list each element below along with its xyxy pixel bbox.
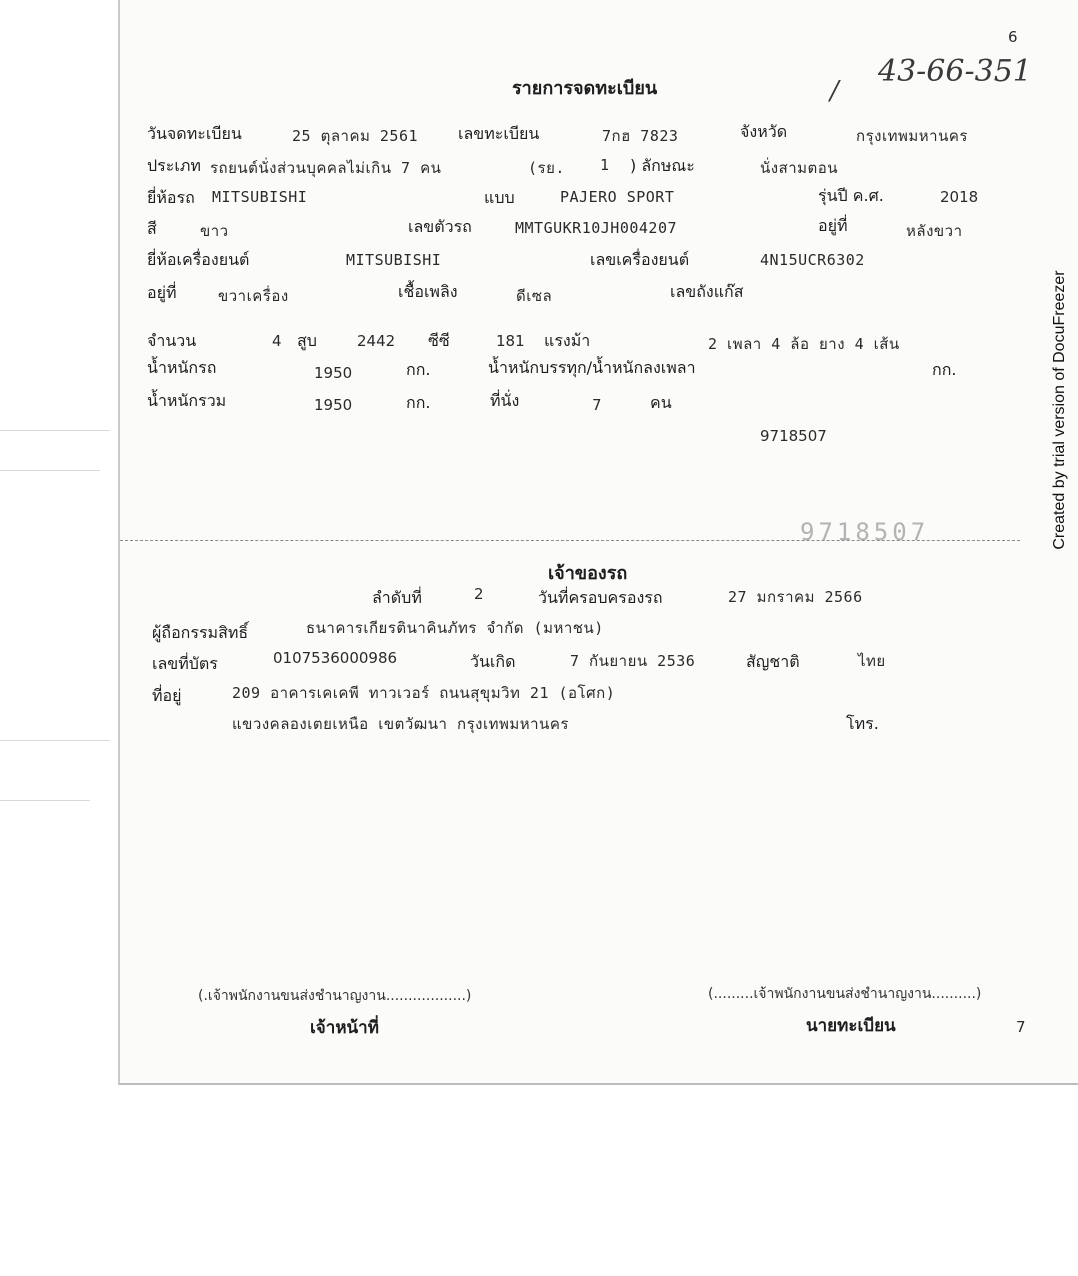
address-line-2: แขวงคลองเตยเหนือ เขตวัฒนา กรุงเทพมหานคร [232, 715, 569, 733]
id-label: เลขที่บัตร [152, 654, 218, 673]
style-value: นั่งสามตอน [760, 159, 839, 177]
province-value: กรุงเทพมหานคร [856, 127, 968, 145]
handwritten-reference: 43-66-351 [878, 54, 1032, 89]
rs-value: 1 [600, 156, 610, 174]
quantity-label: จำนวน [147, 331, 197, 350]
color-value: ขาว [200, 222, 229, 240]
seats-value: 7 [592, 396, 602, 414]
axles-wheels-value: 2 เพลา 4 ล้อ ยาง 4 เส้น [708, 335, 900, 353]
province-label: จังหวัด [740, 122, 788, 141]
fuel-label: เชื้อเพลิง [398, 282, 458, 301]
order-label: ลำดับที่ [372, 588, 422, 607]
engine-brand-value: MITSUBISHI [346, 251, 442, 269]
brand-label: ยี่ห้อรถ [147, 188, 195, 207]
page-number-bottom: 7 [1016, 1018, 1026, 1036]
gas-tank-label: เลขถังแก๊ส [670, 282, 744, 301]
nationality-label: สัญชาติ [746, 652, 800, 671]
engine-location-value: ขวาเครื่อง [218, 287, 289, 305]
book-number: 9718507 [760, 427, 827, 445]
margin-line [0, 470, 100, 471]
address-line-1: 209 อาคารเคเคพี ทาวเวอร์ ถนนสุขุมวิท 21 (อโศก) [232, 684, 616, 702]
seats-unit: คน [650, 393, 672, 412]
docufreezer-watermark: Created by trial version of DocuFreezer [1051, 270, 1068, 550]
engine-no-label: เลขเครื่องยนต์ [590, 250, 690, 269]
birth-value: 7 กันยายน 2536 [570, 652, 696, 670]
type-label: ประเภท [147, 156, 201, 175]
cc-value: 2442 [357, 332, 396, 350]
plate-label: เลขทะเบียน [458, 124, 540, 143]
hp-value: 181 [496, 332, 525, 350]
weight-value: 1950 [314, 364, 353, 382]
vin-value: MMTGUKR10JH004207 [515, 219, 678, 237]
nationality-value: ไทย [858, 652, 886, 670]
officer-signature-line: (.เจ้าพนักงานขนส่งชำนาญงาน..................) [198, 988, 472, 1004]
weight-unit: กก. [406, 360, 431, 379]
holder-value: ธนาคารเกียรตินาคินภัทร จำกัด (มหาชน) [306, 619, 604, 637]
handwritten-mark: / [830, 76, 839, 106]
id-value: 0107536000986 [273, 649, 398, 667]
color-label: สี [147, 219, 157, 238]
phone-label: โทร. [846, 714, 879, 733]
holder-label: ผู้ถือกรรมสิทธิ์ [152, 623, 249, 642]
vin-location-value: หลังขวา [906, 222, 963, 240]
possession-date-value: 27 มกราคม 2566 [728, 588, 863, 606]
model-label: แบบ [484, 188, 515, 207]
reg-date-value: 25 ตุลาคม 2561 [292, 127, 419, 145]
registrar-title: นายทะเบียน [806, 1016, 896, 1036]
officer-title: เจ้าหน้าที่ [310, 1018, 379, 1038]
weight-label: น้ำหนักรถ [147, 358, 217, 377]
fuel-value: ดีเซล [516, 287, 553, 305]
load-unit: กก. [932, 360, 957, 379]
cc-unit: ซีซี [428, 331, 450, 350]
order-value: 2 [474, 585, 484, 603]
vin-label: เลขตัวรถ [408, 217, 472, 236]
engine-location-label: อยู่ที่ [147, 283, 177, 302]
engine-brand-label: ยี่ห้อเครื่องยนต์ [147, 250, 250, 269]
possession-date-label: วันที่ครอบครองรถ [538, 588, 663, 607]
cylinders-value: 4 [272, 332, 282, 350]
page-number-top: 6 [1008, 28, 1018, 46]
model-value: PAJERO SPORT [560, 188, 675, 206]
type-value: รถยนต์นั่งส่วนบุคคลไม่เกิน 7 คน [210, 159, 442, 177]
total-weight-label: น้ำหนักรวม [147, 391, 227, 410]
load-label: น้ำหนักบรรทุก/น้ำหนักลงเพลา [488, 358, 696, 377]
margin-line [0, 740, 110, 741]
address-label: ที่อยู่ [152, 686, 182, 705]
seats-label: ที่นั่ง [490, 391, 520, 410]
rs-label: (รย. [528, 159, 565, 177]
margin-line [0, 800, 90, 801]
registrar-signature-line: (.........เจ้าพนักงานขนส่งชำนาญงาน..........) [708, 986, 982, 1002]
year-label: รุ่นปี ค.ศ. [818, 186, 884, 205]
vin-location-label: อยู่ที่ [818, 216, 848, 235]
hp-unit: แรงม้า [544, 331, 591, 350]
faded-book-number: 9718507 [800, 518, 930, 546]
section-divider [120, 540, 1020, 541]
reg-date-label: วันจดทะเบียน [147, 124, 242, 143]
margin-line [0, 430, 110, 431]
style-label: ) ลักษณะ [630, 156, 695, 175]
owner-title: เจ้าของรถ [548, 563, 628, 584]
year-value: 2018 [940, 188, 979, 206]
brand-value: MITSUBISHI [212, 188, 308, 206]
birth-label: วันเกิด [470, 652, 516, 671]
engine-no-value: 4N15UCR6302 [760, 251, 865, 269]
registration-title: รายการจดทะเบียน [512, 78, 658, 99]
cylinders-unit: สูบ [297, 331, 317, 350]
plate-value: 7กฮ 7823 [602, 127, 679, 145]
total-weight-unit: กก. [406, 393, 431, 412]
total-weight-value: 1950 [314, 396, 353, 414]
